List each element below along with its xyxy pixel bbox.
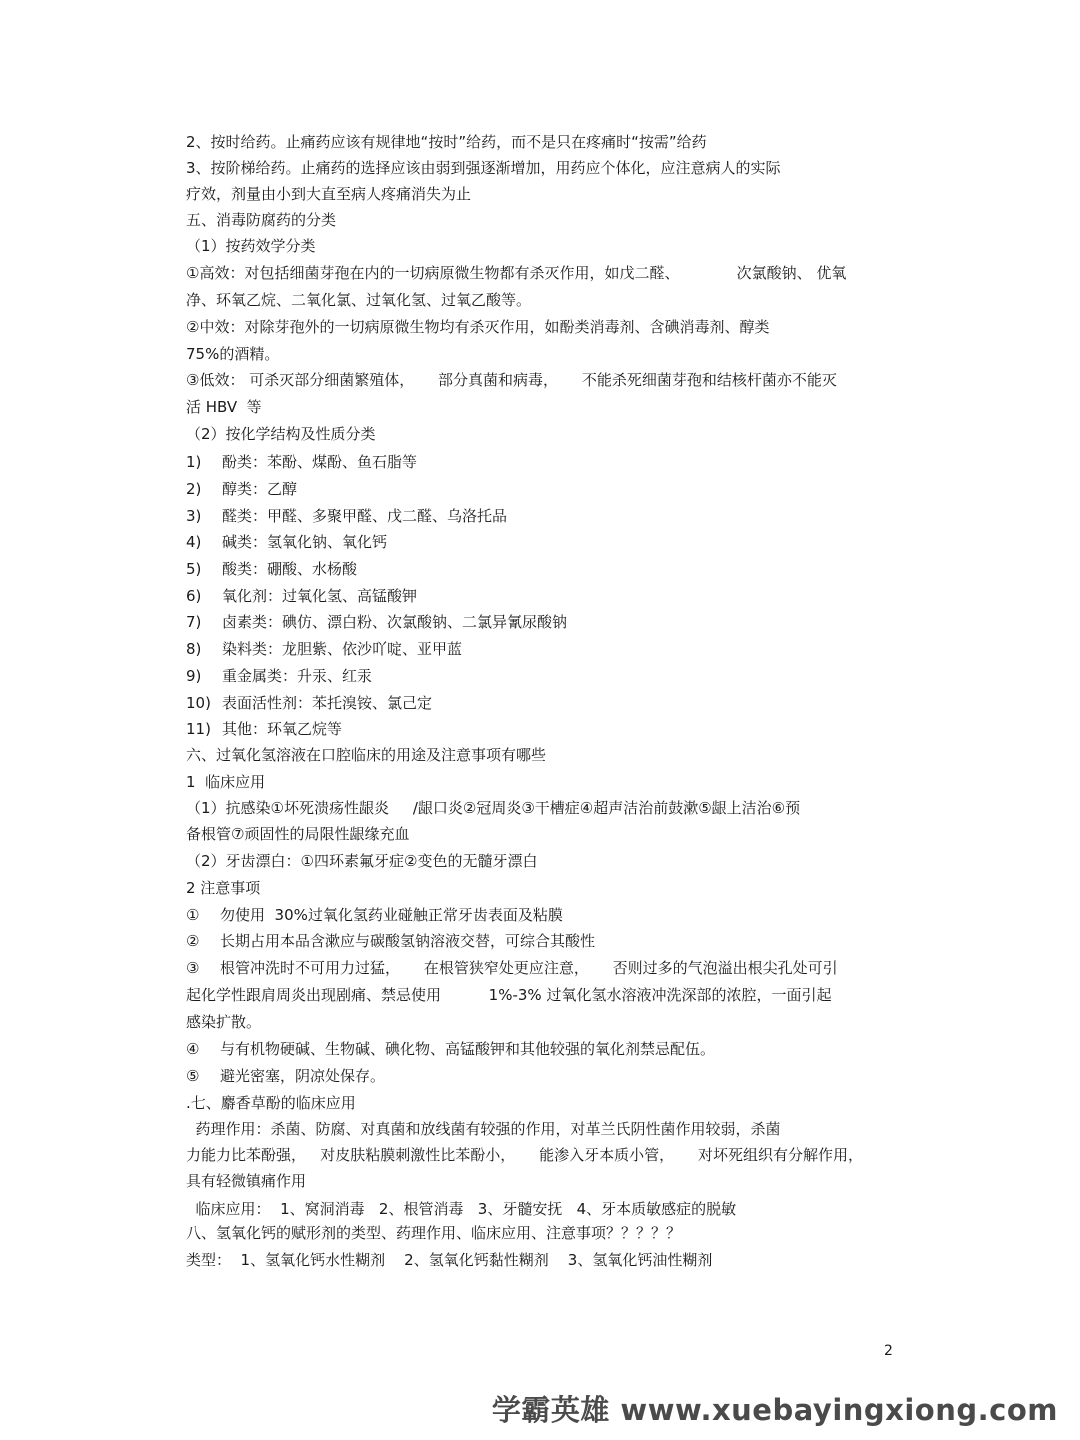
list-text: 酚类：苯酚、煤酚、鱼石脂等 xyxy=(222,453,418,471)
text-line: 备根管⑦顽固性的局限性龈缘充血 xyxy=(186,825,410,843)
section-heading: .七、麝香草酚的临床应用 xyxy=(186,1094,356,1112)
section-heading: 八、氢氧化钙的赋形剂的类型、药理作用、临床应用、注意事项？？？？？ xyxy=(186,1224,682,1242)
note-text: 避光密塞，阴凉处保存。 xyxy=(220,1067,386,1085)
text-line: （1）抗感染①坏死溃疡性龈炎 /龈口炎②冠周炎③干槽症④超声洁治前鼓漱⑤龈上洁治⑥预 xyxy=(186,799,801,817)
text-line: 具有轻微镇痛作用 xyxy=(186,1172,307,1190)
note-number: ③ xyxy=(186,959,200,977)
list-number: 4) xyxy=(186,533,202,551)
list-number: 2) xyxy=(186,480,202,498)
list-number: 10) xyxy=(186,694,211,712)
page-number: 2 xyxy=(884,1343,893,1359)
text-line: 活 HBV 等 xyxy=(186,398,262,416)
list-number: 11) xyxy=(186,720,211,738)
note-number: ① xyxy=(186,906,200,924)
watermark: 学霸英雄 www.xuebayingxiong.com xyxy=(491,1393,1058,1427)
list-text: 醛类：甲醛、多聚甲醛、戊二醛、乌洛托品 xyxy=(222,507,508,525)
list-text: 其他：环氧乙烷等 xyxy=(222,720,343,738)
list-text: 染料类：龙胆紫、依沙吖啶、亚甲蓝 xyxy=(222,640,463,658)
text-line: 净、环氧乙烷、二氧化氯、过氧化氢、过氧乙酸等。 xyxy=(186,291,532,309)
list-text: 卤素类：碘仿、漂白粉、次氯酸钠、二氯异氰尿酸钠 xyxy=(222,613,568,631)
text-line: 临床应用： 1、窝洞消毒 2、根管消毒 3、牙髓安抚 4、牙本质敏感症的脱敏 xyxy=(186,1200,737,1218)
list-text: 重金属类：升汞、红汞 xyxy=(222,667,373,685)
subsection-heading: 2 注意事项 xyxy=(186,879,261,897)
text-line: ③低效： 可杀灭部分细菌繁殖体， 部分真菌和病毒， 不能杀死细菌芽孢和结核杆菌亦不能灭 xyxy=(186,371,837,389)
list-text: 氧化剂：过氧化氢、高锰酸钾 xyxy=(222,587,418,605)
note-text: 与有机物硬碱、生物碱、碘化物、高锰酸钾和其他较强的氧化剂禁忌配伍。 xyxy=(220,1040,716,1058)
list-number: 3) xyxy=(186,507,202,525)
list-number: 6) xyxy=(186,587,202,605)
text-line: 起化学性跟肩周炎出现剧痛、禁忌使用 1%-3% 过氧化氢水溶液冲洗深部的浓腔，一面引起 xyxy=(186,986,832,1004)
text-line: 75%的酒精。 xyxy=(186,345,280,363)
text-line: 力能力比苯酚强， 对皮肤粘膜刺激性比苯酚小， 能渗入牙本质小管， 对坏死组织有分解作用， xyxy=(186,1146,863,1164)
section-heading: 五、消毒防腐药的分类 xyxy=(186,211,337,229)
list-text: 表面活性剂：苯托溴铵、氯己定 xyxy=(222,694,433,712)
text-line: （2）牙齿漂白：①四环素氟牙症②变色的无髓牙漂白 xyxy=(186,852,538,870)
list-number: 9) xyxy=(186,667,202,685)
note-number: ⑤ xyxy=(186,1067,200,1085)
text-line: 2、按时给药。止痛药应该有规律地“按时”给药，而不是只在疼痛时“按需”给药 xyxy=(186,133,707,151)
section-heading: 六、过氧化氢溶液在口腔临床的用途及注意事项有哪些 xyxy=(186,746,547,764)
list-number: 8) xyxy=(186,640,202,658)
text-line: ②中效：对除芽孢外的一切病原微生物均有杀灭作用，如酚类消毒剂、含碘消毒剂、醇类 xyxy=(186,318,770,336)
subsection-heading: （2）按化学结构及性质分类 xyxy=(186,425,376,443)
text-line: 疗效，剂量由小到大直至病人疼痛消失为止 xyxy=(186,185,472,203)
text-line: 药理作用：杀菌、防腐、对真菌和放线菌有较强的作用，对革兰氏阴性菌作用较弱，杀菌 xyxy=(186,1120,781,1138)
note-number: ④ xyxy=(186,1040,200,1058)
text-line: 感染扩散。 xyxy=(186,1013,262,1031)
list-text: 碱类：氢氧化钠、氧化钙 xyxy=(222,533,388,551)
note-text: 根管冲洗时不可用力过猛， 在根管狭窄处更应注意， 否则过多的气泡溢出根尖孔处可引 xyxy=(220,959,838,977)
text-line: 类型： 1、氢氧化钙水性糊剂 2、氢氧化钙黏性糊剂 3、氢氧化钙油性糊剂 xyxy=(186,1251,713,1269)
text-line: ①高效：对包括细菌芽孢在内的一切病原微生物都有杀灭作用，如戊二醛、 次氯酸钠、 优氧 xyxy=(186,264,847,282)
note-text: 勿使用 30%过氧化氢药业碰触正常牙齿表面及粘膜 xyxy=(220,906,563,924)
list-number: 7) xyxy=(186,613,202,631)
list-text: 醇类：乙醇 xyxy=(222,480,298,498)
text-line: 3、按阶梯给药。止痛药的选择应该由弱到强逐渐增加，用药应个体化，应注意病人的实际 xyxy=(186,159,781,177)
subsection-heading: 1 临床应用 xyxy=(186,773,266,791)
note-number: ② xyxy=(186,932,200,950)
list-text: 酸类：硼酸、水杨酸 xyxy=(222,560,358,578)
list-number: 1) xyxy=(186,453,202,471)
note-text: 长期占用本品含漱应与碳酸氢钠溶液交替，可综合其酸性 xyxy=(220,932,596,950)
subsection-heading: （1）按药效学分类 xyxy=(186,237,316,255)
list-number: 5) xyxy=(186,560,202,578)
